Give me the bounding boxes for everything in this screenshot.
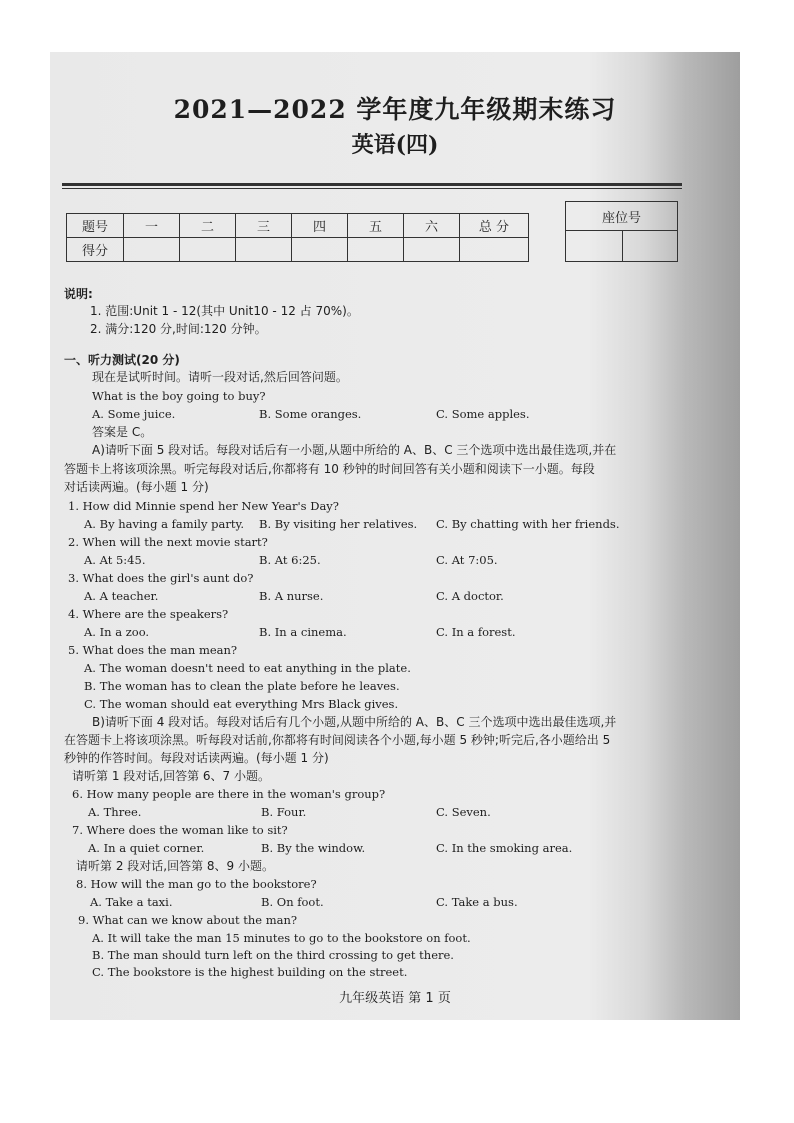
option: B. In a cinema.: [259, 625, 347, 639]
question: 2. When will the next movie start?: [68, 535, 268, 549]
instructions-a: A)请听下面 5 段对话。每段对话后有一小题,从题中所给的 A、B、C 三个选项中选出最佳选项,并在: [92, 443, 617, 457]
instructions-b: 在答题卡上将该项涂黑。听每段对话前,你都将有时间阅读各个小题,每小题 5 秒钟;听完后,各小题给出 5: [64, 733, 611, 747]
example-answer: 答案是 C。: [92, 425, 153, 439]
score-cell: [292, 238, 348, 262]
header-rule: [62, 183, 682, 186]
option: B. By the window.: [261, 841, 366, 855]
instructions-a: 答题卡上将该项涂黑。听完每段对话后,你都将有 10 秒钟的时间回答有关小题和阅读下一小题。每段: [64, 462, 595, 476]
option: C. Some apples.: [436, 407, 530, 421]
question: 8. How will the man go to the bookstore?: [76, 877, 317, 891]
header-rule-thin: [62, 188, 682, 189]
option: B. Four.: [261, 805, 307, 819]
exam-subtitle: 英语(四): [351, 132, 439, 158]
option: B. The man should turn left on the third crossing to get there.: [92, 948, 454, 962]
notes-item: 2. 满分:120 分,时间:120 分钟。: [90, 322, 267, 336]
dialog-intro: 请听第 2 段对话,回答第 8、9 小题。: [76, 859, 274, 873]
option: C. Seven.: [436, 805, 491, 819]
question: 4. Where are the speakers?: [68, 607, 229, 621]
question: 5. What does the man mean?: [68, 643, 238, 657]
exam-paper: [50, 52, 740, 1020]
seat-label: 座位号: [566, 202, 678, 231]
score-cell: [404, 238, 460, 262]
notes-item: 1. 范围:Unit 1 - 12(其中 Unit10 - 12 占 70%)。: [90, 304, 359, 318]
section-heading: 一、听力测试(20 分): [64, 353, 180, 367]
option: A. In a quiet corner.: [88, 841, 205, 855]
score-header-cell: 二: [180, 214, 236, 238]
option: A. A teacher.: [84, 589, 159, 603]
score-cell: [460, 238, 529, 262]
option: A. The woman doesn't need to eat anything in the plate.: [84, 661, 411, 675]
question: 3. What does the girl's aunt do?: [68, 571, 254, 585]
option: B. The woman has to clean the plate before he leaves.: [84, 679, 400, 693]
option: A. Three.: [88, 805, 142, 819]
page-footer: 九年级英语 第 1 页: [339, 991, 451, 1006]
score-cell: [124, 238, 180, 262]
score-header-cell: 五: [348, 214, 404, 238]
option: A. It will take the man 15 minutes to go to the bookstore on foot.: [92, 931, 471, 945]
score-header-cell: 题号: [67, 214, 124, 238]
option: B. At 6:25.: [259, 553, 321, 567]
option: B. Some oranges.: [259, 407, 362, 421]
option: B. By visiting her relatives.: [259, 517, 418, 531]
instructions-b: 秒钟的作答时间。每段对话读两遍。(每小题 1 分): [64, 751, 329, 765]
option: C. Take a bus.: [436, 895, 518, 909]
instructions-b: B)请听下面 4 段对话。每段对话后有几个小题,从题中所给的 A、B、C 三个选项中选出最佳选项,并: [92, 715, 617, 729]
option: C. By chatting with her friends.: [436, 517, 620, 531]
score-header-cell: 四: [292, 214, 348, 238]
score-header-cell: 总 分: [460, 214, 529, 238]
option: C. A doctor.: [436, 589, 504, 603]
example-question: What is the boy going to buy?: [92, 389, 266, 403]
question: 9. What can we know about the man?: [78, 913, 298, 927]
score-row-label: 得分: [67, 238, 124, 262]
option: B. A nurse.: [259, 589, 324, 603]
question: 6. How many people are there in the woman's group?: [72, 787, 386, 801]
notes-heading: 说明:: [64, 287, 93, 301]
dialog-intro: 请听第 1 段对话,回答第 6、7 小题。: [72, 769, 270, 783]
option: A. By having a family party.: [84, 517, 245, 531]
seat-number-box: [565, 201, 678, 262]
score-header-cell: 六: [404, 214, 460, 238]
question: 1. How did Minnie spend her New Year's Day?: [68, 499, 339, 513]
option: C. At 7:05.: [436, 553, 498, 567]
question: 7. Where does the woman like to sit?: [72, 823, 288, 837]
option: A. In a zoo.: [84, 625, 150, 639]
exam-title: 2021—2022 学年度九年级期末练习: [173, 95, 617, 124]
seat-cell: [566, 231, 623, 262]
option: B. On foot.: [261, 895, 324, 909]
option: C. In a forest.: [436, 625, 516, 639]
score-cell: [236, 238, 292, 262]
option: C. In the smoking area.: [436, 841, 573, 855]
seat-cell: [623, 231, 678, 262]
option: A. At 5:45.: [84, 553, 146, 567]
instructions-a: 对话读两遍。(每小题 1 分): [64, 480, 209, 494]
score-cell: [180, 238, 236, 262]
example-intro: 现在是试听时间。请听一段对话,然后回答问题。: [92, 370, 348, 384]
option: C. The woman should eat everything Mrs Black gives.: [84, 697, 399, 711]
option: A. Some juice.: [92, 407, 176, 421]
score-header-cell: 一: [124, 214, 180, 238]
option: C. The bookstore is the highest building on the street.: [92, 965, 408, 979]
score-cell: [348, 238, 404, 262]
score-table: [66, 213, 529, 262]
score-header-cell: 三: [236, 214, 292, 238]
option: A. Take a taxi.: [90, 895, 173, 909]
